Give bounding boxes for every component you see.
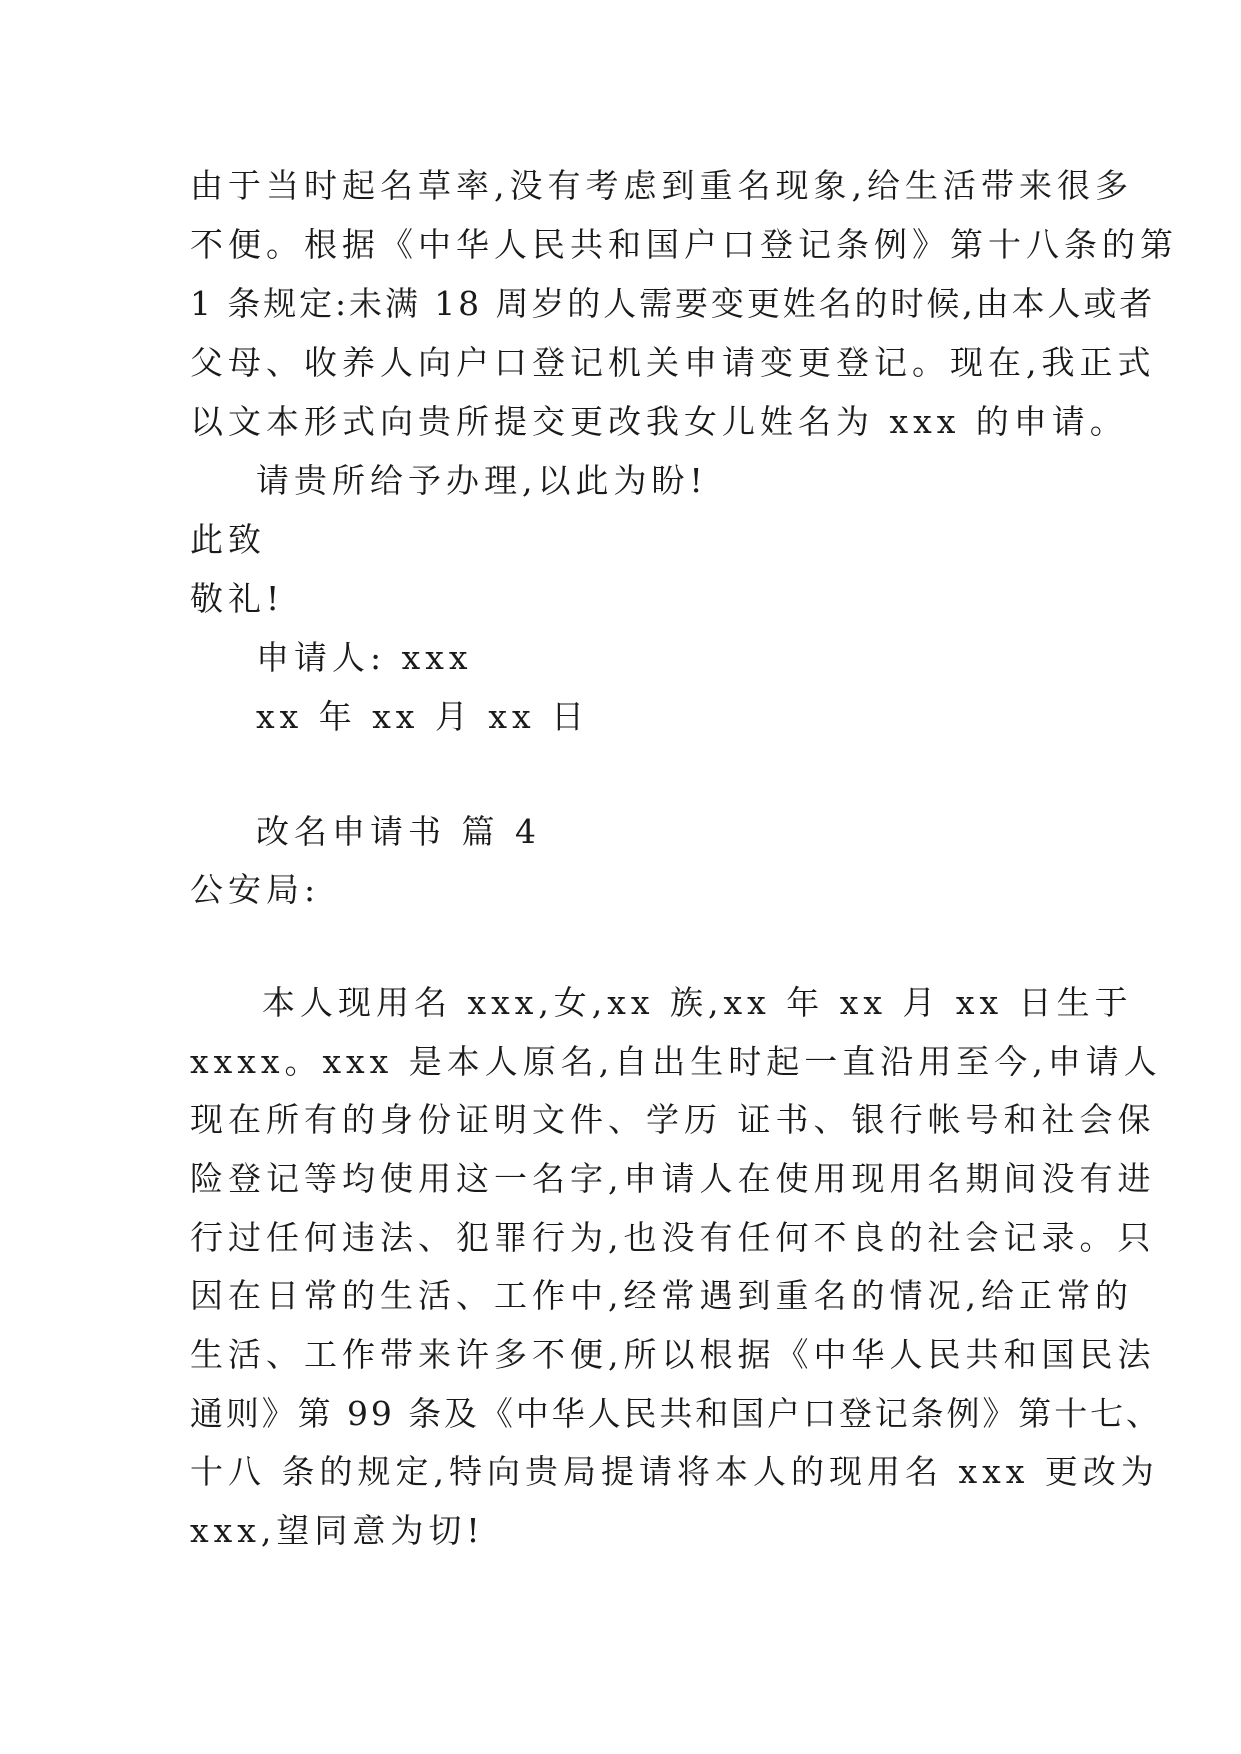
body2-line-10: xxx,望同意为切! xyxy=(190,1511,485,1550)
closing-salutation: 此致 xyxy=(190,520,266,559)
body2-line-7: 生活、工作带来许多不便,所以根据《中华人民共和国民法 xyxy=(190,1335,1156,1374)
body-line-1: 由于当时起名草率,没有考虑到重名现象,给生活带来很多 xyxy=(190,166,1133,205)
body2-line-1: 本人现用名 xxx,女,xx 族,xx 年 xx 月 xx 日生于 xyxy=(262,983,1133,1022)
body-line-5: 以文本形式向贵所提交更改我女儿姓名为 xxx 的申请。 xyxy=(190,402,1128,441)
body2-line-4: 险登记等均使用这一名字,申请人在使用现用名期间没有进 xyxy=(190,1159,1156,1198)
application-date: xx 年 xx 月 xx 日 xyxy=(256,697,590,736)
body2-line-5: 行过任何违法、犯罪行为,也没有任何不良的社会记录。只 xyxy=(190,1218,1156,1257)
body2-line-9: 十八 条的规定,特向贵局提请将本人的现用名 xxx 更改为 xyxy=(190,1452,1159,1491)
body2-line-3: 现在所有的身份证明文件、学历 证书、银行帐号和社会保 xyxy=(190,1100,1156,1139)
request-line: 请贵所给予办理,以此为盼! xyxy=(256,461,708,500)
section-heading: 改名申请书 篇 4 xyxy=(256,812,541,851)
body2-line-2: xxxx。xxx 是本人原名,自出生时起一直沿用至今,申请人 xyxy=(190,1042,1162,1081)
closing-respect: 敬礼! xyxy=(190,579,285,618)
body-line-2: 不便。根据《中华人民共和国户口登记条例》第十八条的第 xyxy=(190,225,1178,264)
body2-line-8: 通则》第 99 条及《中华人民共和国户口登记条例》第十七、 xyxy=(190,1394,1162,1433)
addressee: 公安局: xyxy=(190,870,321,909)
body2-line-6: 因在日常的生活、工作中,经常遇到重名的情况,给正常的 xyxy=(190,1276,1133,1315)
body-line-3: 1 条规定:未满 18 周岁的人需要变更姓名的时候,由本人或者 xyxy=(190,284,1156,323)
body-line-4: 父母、收养人向户口登记机关申请变更登记。现在,我正式 xyxy=(190,343,1156,382)
applicant-signature: 申请人: xxx xyxy=(256,638,473,677)
